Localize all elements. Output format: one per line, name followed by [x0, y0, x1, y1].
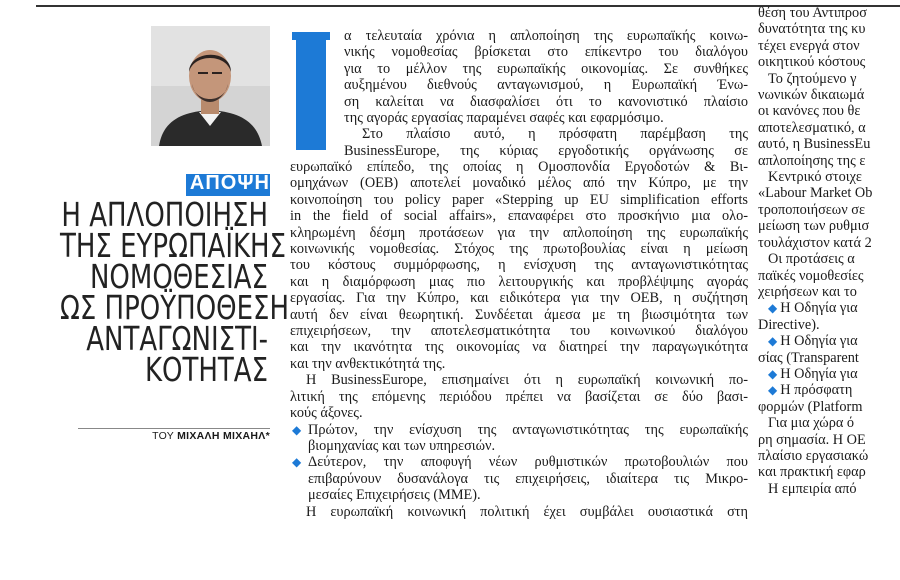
- body-line: ση καλείται να διασφαλίσει ότι το κανονιστικό πλαίσιο: [344, 93, 748, 110]
- col-line: Η Οδηγία για: [780, 365, 858, 382]
- col-line: οικητικού κόστους: [758, 54, 866, 71]
- col-line: Κεντρικό στοιχε: [768, 169, 862, 186]
- body-line: Πρώτον, την ενίσχυση της ανταγωνιστικότητας της ευρωπαϊκής: [308, 421, 748, 438]
- body-line: και την ικανότητα της οικονομίας να διατηρεί την παραγωγικότητα: [290, 339, 748, 356]
- col-line: αυτό, η BusinessEu: [758, 136, 871, 153]
- bullet-marker-icon: ◆: [768, 301, 781, 316]
- right-column: [758, 5, 900, 497]
- bullet-item: [758, 300, 900, 316]
- col-line: Οι προτάσεις α: [768, 251, 855, 268]
- bullet-marker-icon: ◆: [768, 366, 781, 381]
- col-line: οι κανόνες που θε: [758, 103, 861, 120]
- body-line: επιχειρήσεων, την αποτελεσματικότητα του κοινωνικού διαλόγου: [290, 323, 748, 340]
- col-line: και πρακτική εφαρ: [758, 464, 866, 481]
- headline-line: ΩΣ ΠΡΟΫΠΟΘΕΣΗ: [60, 289, 290, 327]
- headline-line: ΤΗΣ ΕΥΡΩΠΑΪΚΗΣ: [60, 227, 287, 265]
- col-line: Η Οδηγία για: [780, 300, 858, 317]
- col-line: παϊκές νομοθεσίες: [758, 267, 864, 284]
- body-line: λιτική της επόμενης περιόδου πρέπει να βασίζεται σε δύο βασι-: [290, 388, 748, 405]
- body-line: για το μέλλον της ευρωπαϊκής οικονομίας. Σε συνθήκες: [344, 60, 748, 77]
- body-line: α τελευταία χρόνια η απλοποίηση της ευρωπαϊκής κοινω-: [344, 28, 748, 44]
- article-body: [290, 159, 748, 520]
- byline-author: ΜΙΧΑΛΗ ΜΙΧΑΗΛ*: [177, 430, 270, 442]
- article-intro: [344, 28, 748, 159]
- body-line: ευρωπαϊκό επίπεδο, της οποίας η Ομοσπονδία Εργοδοτών & Βι-: [290, 159, 748, 175]
- col-line: τουλάχιστον κατά 2: [758, 234, 872, 251]
- bullet-marker-icon: ◆: [292, 455, 302, 470]
- col-line: σίας (Transparent: [758, 349, 859, 366]
- headline: [60, 196, 290, 389]
- body-line: Η ευρωπαϊκή κοινωνική πολιτική έχει συμβάλει ουσιαστικά στη: [306, 503, 748, 520]
- section-tag: ΑΠΟΨΗ: [189, 172, 270, 194]
- author-photo: [151, 26, 270, 146]
- body-line: in the field of social affairs», επαναφέρει στο προσκήνιο μια ολο-: [290, 208, 748, 225]
- body-line: Στο πλαίσιο αυτό, η πρόσφατη παρέμβαση της: [362, 126, 748, 143]
- body-line: και την ανθεκτικότητά της.: [290, 355, 446, 372]
- col-line: Η Οδηγία για: [780, 333, 858, 350]
- body-line: κούς άξονες.: [290, 405, 363, 422]
- body-line: Δεύτερον, την αποφυγή νέων ρυθμιστικών πρωτοβουλιών που: [308, 454, 748, 471]
- body-line: επιβαρύνουν δυσανάλογα τις επιχειρήσεις, ιδιαίτερα τις Μικρο-: [308, 470, 748, 487]
- col-line: ρη σημασία. Η ΟΕ: [758, 431, 866, 448]
- bullet-marker-icon: ◆: [768, 383, 781, 398]
- col-line: νωνικών δικαιωμά: [758, 87, 865, 104]
- body-line: νικής νομοθεσίας βρίσκεται στο επίκεντρο του διαλόγου: [344, 44, 748, 61]
- col-line: Directive).: [758, 316, 820, 333]
- byline: [152, 430, 270, 442]
- headline-line: ΝΟΜΟΘΕΣΙΑΣ: [89, 258, 268, 296]
- bullet-marker-icon: ◆: [292, 422, 302, 437]
- body-line: του κόστους συμμόρφωσης, η ενίσχυση της ανταγωνιστικότητας: [290, 257, 748, 274]
- byline-rule: [78, 428, 270, 429]
- col-line: θέση του Αντιπροσ: [758, 5, 867, 21]
- body-line: Η BusinessEurope, επισημαίνει ότι η ευρωπαϊκή κοινωνική πο-: [306, 372, 748, 389]
- bullet-marker-icon: ◆: [768, 334, 781, 349]
- col-line: φορμών (Platform: [758, 398, 863, 415]
- bullet-item: [758, 333, 900, 349]
- body-line: μεσαίες Επιχειρήσεις (ΜΜΕ).: [308, 487, 481, 504]
- col-line: Η πρόσφατη: [780, 382, 853, 399]
- col-line: δυνατότητα της κυ: [758, 21, 866, 38]
- col-line: τροποποιήσεων σε: [758, 201, 865, 218]
- col-line: χειρήσεων και το: [758, 283, 857, 300]
- bullet-item: [758, 366, 900, 382]
- bullet-item: [758, 382, 900, 398]
- byline-prefix: ΤΟΥ: [152, 430, 174, 442]
- headline-line: ΚΟΤΗΤΑΣ: [144, 351, 268, 389]
- body-line: εργασίας. Για την Κύπρο, και ειδικότερα για την ΟΕΒ, η συζήτηση: [290, 290, 748, 307]
- body-line: βιομηχανίας και των υπηρεσιών.: [308, 437, 496, 454]
- headline-line: Η ΑΠΛΟΠΟΙΗΣΗ: [61, 196, 268, 234]
- col-line: Η εμπειρία από: [768, 480, 857, 497]
- body-line: αυτή δεν είναι θεωρητική. Συνδέεται άμεσα με τη βιωσιμότητα των: [290, 306, 748, 323]
- col-line: τέχει ενεργά στον: [758, 37, 860, 54]
- col-line: Για μια χώρα ό: [768, 415, 855, 432]
- body-line: της αγοράς εργασίας παραμένει σαφές και εφαρμόσιμο.: [344, 110, 664, 127]
- bullet-item: [290, 422, 748, 438]
- headline-line: ΑΝΤΑΓΩΝΙΣΤΙ-: [86, 320, 268, 358]
- body-line: κοινοποίηση του policy paper «Stepping up EU simplification efforts: [290, 191, 748, 208]
- body-line: κοινωνικής νομοθεσίας. Στόχος της πρωτοβουλίας είναι η μείωση: [290, 241, 748, 258]
- bullet-item: [290, 454, 748, 470]
- col-line: απλοποίησης της ε: [758, 152, 866, 169]
- body-line: κληρωμένη δέσμη προτάσεων για την απλοποίηση της ευρωπαϊκής: [290, 224, 748, 241]
- body-line: αυξημένου διεθνούς ανταγωνισμού, η Ευρωπαϊκή Ένω-: [344, 77, 748, 94]
- body-line: και η διαμόρφωση μιας πιο λειτουργικής και προβλέψιμης αγοράς: [290, 273, 748, 290]
- drop-cap: [296, 32, 326, 150]
- col-line: «Labour Market Ob: [758, 185, 873, 202]
- body-line: ομηχάνων (ΟΕΒ) αποτελεί μοναδικό μέλος από την Κύπρο, με την: [290, 175, 748, 192]
- col-line: αποτελεσματικό, α: [758, 119, 866, 136]
- col-line: Το ζητούμενο γ: [768, 70, 857, 87]
- body-line: BusinessEurope, της κύριας εργοδοτικής οργάνωσης σε: [344, 142, 748, 159]
- col-line: μείωση των ρυθμισ: [758, 218, 870, 235]
- col-line: πλαίσιο εργασιακώ: [758, 447, 869, 464]
